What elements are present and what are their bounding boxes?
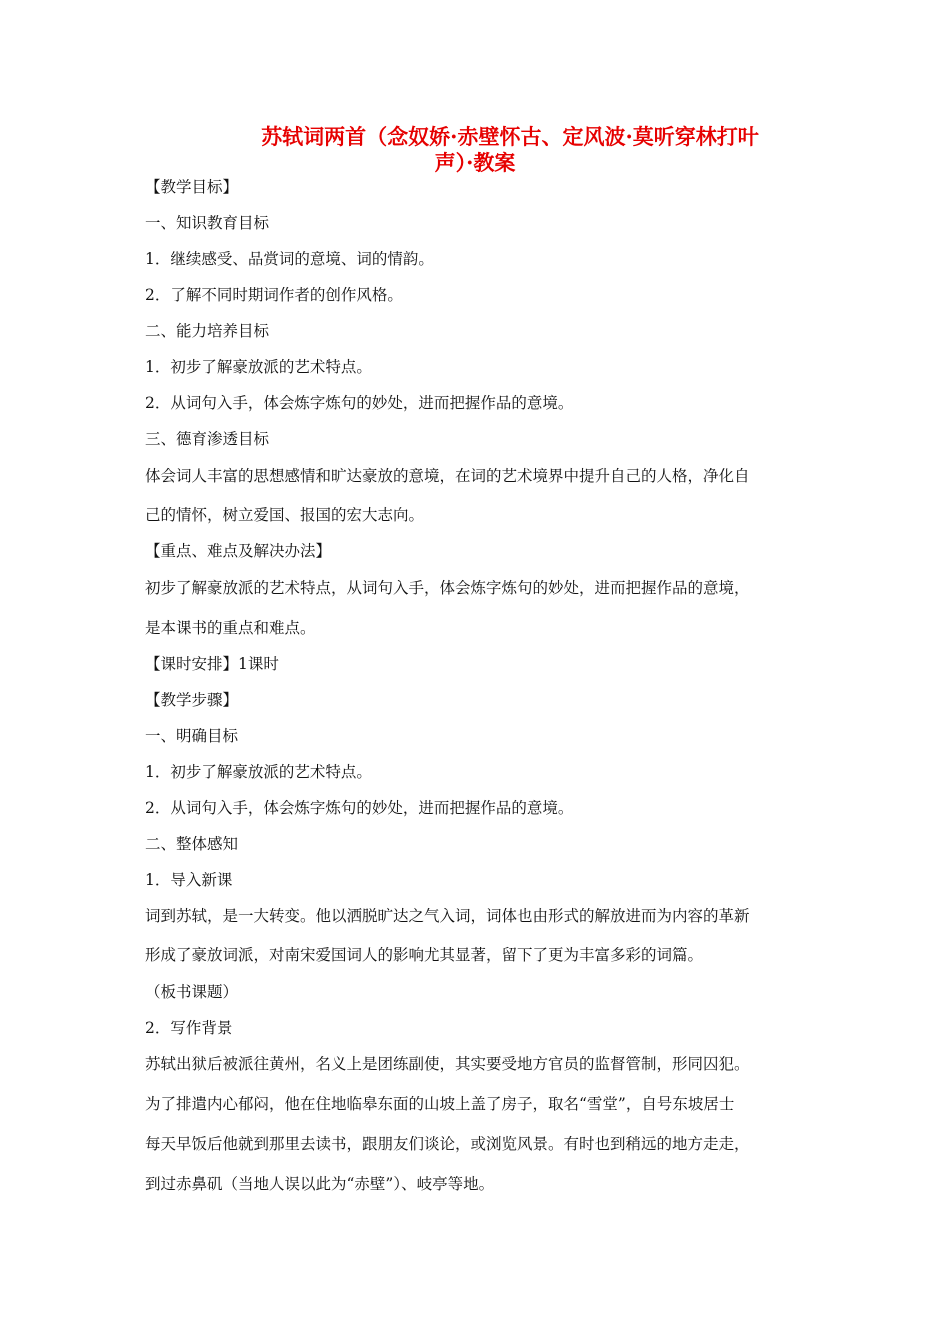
section-clarify-goals: 一、明确目标 bbox=[145, 727, 239, 745]
board-note: （板书课题） bbox=[145, 983, 239, 1001]
heading-teaching-goals: 【教学目标】 bbox=[145, 178, 239, 196]
subsection-background: 2．写作背景 bbox=[145, 1019, 233, 1037]
paragraph-line: 初步了解豪放派的艺术特点，从词句入手，体会炼字炼句的妙处，进而把握作品的意境， bbox=[145, 579, 750, 597]
heading-key-points: 【重点、难点及解决办法】 bbox=[145, 542, 332, 560]
list-item: 2．了解不同时期词作者的创作风格。 bbox=[145, 286, 403, 304]
list-item: 1．继续感受、品赏词的意境、词的情韵。 bbox=[145, 250, 434, 268]
list-item: 2．从词句入手，体会炼字炼句的妙处，进而把握作品的意境。 bbox=[145, 799, 574, 817]
section-ability-goals: 二、能力培养目标 bbox=[145, 322, 270, 340]
document-title-line-2: 声）·教案 bbox=[434, 150, 516, 175]
subsection-introduction: 1．导入新课 bbox=[145, 871, 233, 889]
section-moral-goals: 三、德育渗透目标 bbox=[145, 430, 270, 448]
paragraph-line: 是本课书的重点和难点。 bbox=[145, 619, 316, 637]
paragraph-line: 到过赤鼻矶（当地人误以此为“赤壁”）、岐亭等地。 bbox=[145, 1175, 495, 1193]
heading-teaching-steps: 【教学步骤】 bbox=[145, 691, 239, 709]
heading-class-hours: 【课时安排】1课时 bbox=[145, 655, 279, 673]
paragraph-line: 词到苏轼，是一大转变。他以洒脱旷达之气入词，词体也由形式的解放进而为内容的革新 bbox=[145, 907, 750, 925]
document-title-line-1: 苏轼词两首（念奴娇·赤壁怀古、定风波·莫听穿林打叶 bbox=[261, 124, 759, 149]
section-overall-perception: 二、整体感知 bbox=[145, 835, 239, 853]
paragraph-line: 形成了豪放词派，对南宋爱国词人的影响尤其显著，留下了更为丰富多彩的词篇。 bbox=[145, 946, 704, 964]
paragraph-line: 体会词人丰富的思想感情和旷达豪放的意境，在词的艺术境界中提升自己的人格，净化自 bbox=[145, 467, 750, 485]
paragraph-line: 为了排遣内心郁闷，他在住地临皋东面的山坡上盖了房子，取名“雪堂”，自号东坡居士 bbox=[145, 1095, 735, 1113]
list-item: 2．从词句入手，体会炼字炼句的妙处，进而把握作品的意境。 bbox=[145, 394, 574, 412]
paragraph-line: 己的情怀，树立爱国、报国的宏大志向。 bbox=[145, 506, 425, 524]
list-item: 1．初步了解豪放派的艺术特点。 bbox=[145, 358, 372, 376]
list-item: 1．初步了解豪放派的艺术特点。 bbox=[145, 763, 372, 781]
section-knowledge-goals: 一、知识教育目标 bbox=[145, 214, 270, 232]
paragraph-line: 每天早饭后他就到那里去读书，跟朋友们谈论，或浏览风景。有时也到稍远的地方走走， bbox=[145, 1135, 750, 1153]
paragraph-line: 苏轼出狱后被派往黄州，名义上是团练副使，其实要受地方官员的监督管制，形同囚犯。 bbox=[145, 1055, 750, 1073]
